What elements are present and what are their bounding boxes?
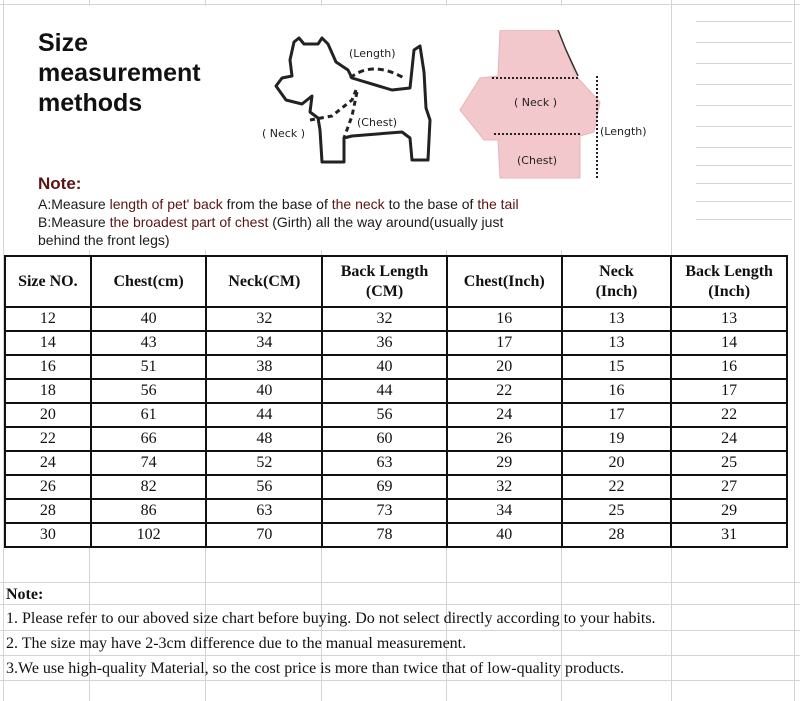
table-cell: 17 (447, 331, 562, 355)
measure-note-heading: Note: (38, 174, 82, 193)
size-chart-table (4, 255, 788, 548)
note-a-text-2: to the base of (384, 196, 478, 212)
table-row (5, 523, 787, 547)
table-cell: 36 (322, 331, 447, 355)
note-a-highlight-2: the neck (331, 196, 385, 212)
table-cell: 40 (206, 379, 322, 403)
table-cell: 30 (5, 523, 91, 547)
title-line-1: Size (38, 29, 89, 57)
table-row (5, 355, 787, 379)
table-cell: 16 (447, 307, 562, 331)
table-cell: 24 (671, 427, 787, 451)
table-header-row (5, 256, 787, 307)
table-cell: 44 (206, 403, 322, 427)
table-cell: 16 (671, 355, 787, 379)
table-cell: 48 (206, 427, 322, 451)
table-cell: 28 (562, 523, 672, 547)
table-cell: 12 (5, 307, 91, 331)
table-cell: 14 (671, 331, 787, 355)
page-title (38, 28, 201, 118)
measure-note-c: behind the front legs) (38, 232, 170, 248)
table-cell: 73 (322, 499, 447, 523)
table-cell: 43 (91, 331, 207, 355)
table-cell: 19 (562, 427, 672, 451)
table-cell: 82 (91, 475, 207, 499)
header-size-no: Size NO. (5, 256, 91, 307)
table-cell: 51 (91, 355, 207, 379)
table-row (5, 499, 787, 523)
table-cell: 66 (91, 427, 207, 451)
table-cell: 31 (671, 523, 787, 547)
table-cell: 40 (447, 523, 562, 547)
table-cell: 52 (206, 451, 322, 475)
table-cell: 56 (91, 379, 207, 403)
table-row (5, 379, 787, 403)
purchase-notes-heading: Note: (6, 586, 44, 603)
table-cell: 26 (5, 475, 91, 499)
table-cell: 44 (322, 379, 447, 403)
table-cell: 13 (671, 307, 787, 331)
table-cell: 15 (562, 355, 672, 379)
purchase-note-2: 2. The size may have 2-3cm difference due to the manual measurement. (6, 635, 467, 652)
table-cell: 34 (447, 499, 562, 523)
table-cell: 63 (206, 499, 322, 523)
table-cell: 14 (5, 331, 91, 355)
dog-length-label: (Length) (349, 47, 396, 60)
dog-neck-label: ( Neck ) (262, 127, 305, 140)
header-chest-cm: Chest(cm) (91, 256, 207, 307)
table-row (5, 427, 787, 451)
measure-note-a (38, 196, 519, 212)
table-cell: 38 (206, 355, 322, 379)
table-cell: 22 (562, 475, 672, 499)
note-b-highlight: the broadest part of chest (109, 214, 269, 230)
table-cell: 74 (91, 451, 207, 475)
note-a-prefix: A:Measure (38, 196, 110, 212)
dog-measurement-diagram (252, 20, 452, 180)
table-cell: 29 (447, 451, 562, 475)
table-cell: 40 (322, 355, 447, 379)
table-cell: 56 (322, 403, 447, 427)
table-cell: 25 (671, 451, 787, 475)
table-cell: 102 (91, 523, 207, 547)
header-back-length-cm: Back Length (CM) (322, 256, 447, 307)
table-cell: 18 (5, 379, 91, 403)
hoodie-neck-label: ( Neck ) (514, 96, 557, 109)
table-cell: 17 (671, 379, 787, 403)
header-neck-inch: Neck (Inch) (562, 256, 672, 307)
purchase-note-1: 1. Please refer to our aboved size chart before buying. Do not select directly according to your habits. (6, 610, 656, 627)
table-cell: 32 (447, 475, 562, 499)
hoodie-length-label: (Length) (600, 125, 647, 138)
hoodie-measurement-diagram (440, 30, 670, 190)
title-line-3: methods (38, 89, 143, 117)
table-cell: 27 (671, 475, 787, 499)
table-cell: 26 (447, 427, 562, 451)
table-cell: 78 (322, 523, 447, 547)
table-cell: 61 (91, 403, 207, 427)
table-cell: 56 (206, 475, 322, 499)
note-b-text: (Girth) all the way around(usually just (268, 214, 504, 230)
table-cell: 16 (5, 355, 91, 379)
table-cell: 60 (322, 427, 447, 451)
table-cell: 16 (562, 379, 672, 403)
header-neck-cm: Neck(CM) (206, 256, 322, 307)
table-cell: 69 (322, 475, 447, 499)
table-cell: 32 (206, 307, 322, 331)
note-a-highlight-1: length of pet' back (109, 196, 223, 212)
dog-outline-icon (252, 20, 452, 180)
table-cell: 32 (322, 307, 447, 331)
note-b-prefix: B:Measure (38, 214, 110, 230)
table-cell: 22 (671, 403, 787, 427)
table-body (5, 307, 787, 547)
table-cell: 86 (91, 499, 207, 523)
measure-note-b (38, 214, 503, 230)
table-row (5, 451, 787, 475)
table-cell: 40 (91, 307, 207, 331)
table-cell: 22 (5, 427, 91, 451)
table-cell: 28 (5, 499, 91, 523)
table-cell: 20 (447, 355, 562, 379)
note-a-highlight-3: the tail (477, 196, 519, 212)
table-cell: 29 (671, 499, 787, 523)
table-cell: 20 (5, 403, 91, 427)
table-cell: 63 (322, 451, 447, 475)
table-cell: 24 (447, 403, 562, 427)
header-chest-inch: Chest(Inch) (447, 256, 562, 307)
table-row (5, 331, 787, 355)
title-line-2: measurement (38, 59, 201, 87)
table-row (5, 475, 787, 499)
header-back-length-inch: Back Length (Inch) (671, 256, 787, 307)
note-a-text-1: from the base of (222, 196, 332, 212)
table-cell: 13 (562, 307, 672, 331)
table-row (5, 403, 787, 427)
table-row (5, 307, 787, 331)
purchase-note-3: 3.We use high-quality Material, so the cost price is more than twice that of low-quality products. (6, 660, 625, 677)
table-cell: 20 (562, 451, 672, 475)
hoodie-chest-label: (Chest) (517, 154, 558, 167)
table-cell: 17 (562, 403, 672, 427)
table-cell: 34 (206, 331, 322, 355)
table-cell: 25 (562, 499, 672, 523)
table-cell: 13 (562, 331, 672, 355)
table-cell: 24 (5, 451, 91, 475)
purchase-notes (6, 584, 656, 681)
table-cell: 70 (206, 523, 322, 547)
dog-chest-label: (Chest) (357, 116, 398, 129)
table-cell: 22 (447, 379, 562, 403)
